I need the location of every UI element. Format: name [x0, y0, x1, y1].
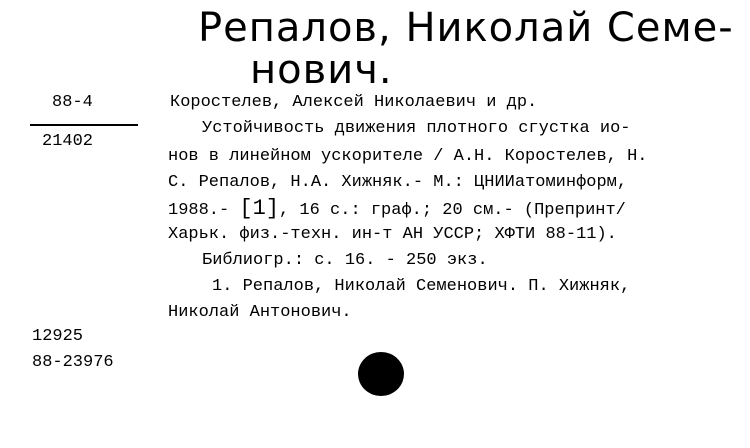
author-heading: Коростелев, Алексей Николаевич и др. — [170, 93, 538, 112]
handwritten-name-line2: нович. — [250, 47, 393, 93]
tracing-line-2: Николай Антонович. — [168, 303, 352, 322]
entry-line-4 — [168, 198, 626, 222]
registration-number: 88-23976 — [32, 353, 114, 372]
entry-line-5: Харьк. физ.-техн. ин-т АН УССР; ХФТИ 88-11). — [168, 225, 617, 244]
entry-line-4-rest: , 16 с.: граф.; 20 см.- (Препринт/ — [279, 201, 626, 220]
call-number-bottom: 21402 — [42, 132, 94, 151]
card-punch-hole — [358, 352, 404, 396]
handwritten-name-line1: Репалов, Николай Семе- — [198, 5, 734, 51]
tracing-line-1: 1. Репалов, Николай Семенович. П. Хижняк, — [212, 277, 631, 296]
call-number-divider — [30, 124, 138, 126]
bibliography-note: Библиогр.: с. 16. - 250 экз. — [202, 251, 488, 270]
entry-line-2: нов в линейном ускорителе / А.Н. Коростелев, Н. — [168, 147, 648, 166]
call-number-top: 88-4 — [52, 93, 93, 112]
entry-line-4-start: 1988.- — [168, 201, 240, 220]
page-count-bracket: [1] — [239, 196, 280, 221]
accession-number: 12925 — [32, 327, 84, 346]
entry-line-3: С. Репалов, Н.А. Хижняк.- М.: ЦНИИатоминформ, — [168, 173, 628, 192]
entry-line-1: Устойчивость движения плотного сгустка ио- — [202, 119, 631, 138]
